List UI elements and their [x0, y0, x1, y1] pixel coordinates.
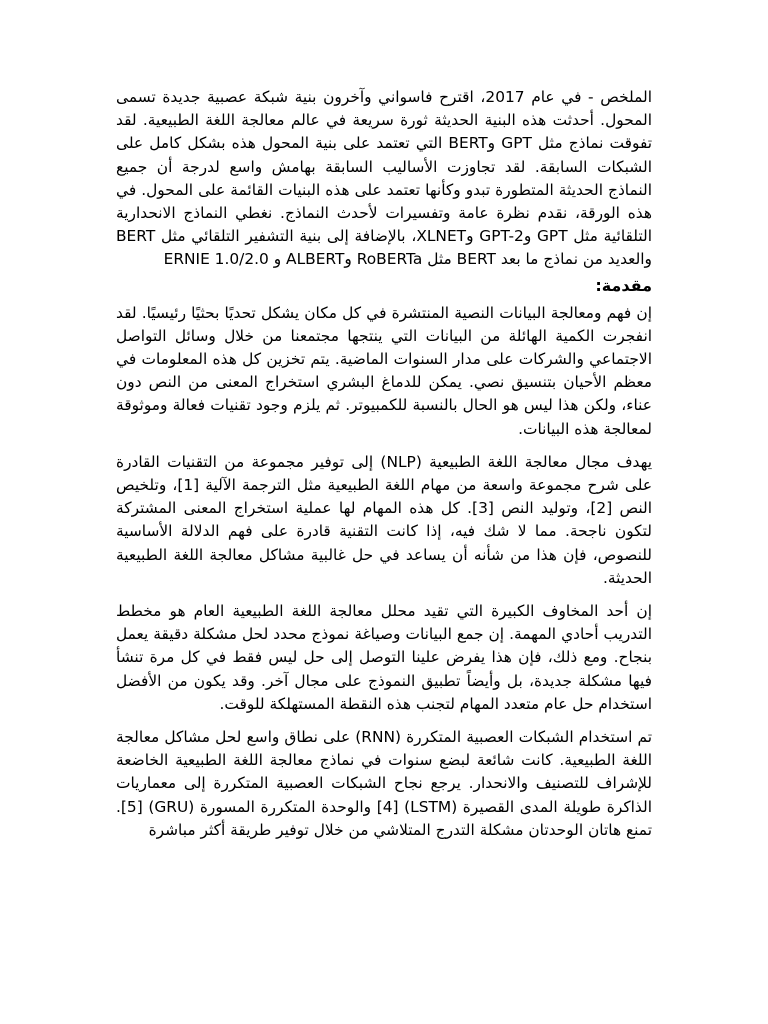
body-paragraph: تم استخدام الشبكات العصبية المتكررة (RNN) على نطاق واسع لحل مشاكل معالجة اللغة الطبيعية. كانت شائعة لبضع سنوات في نماذج معالجة اللغة الطبيعية الخاضعة للإشراف للتصنيف والانحدار. يرجع نجاح الشبكات العصبية المتكررة إلى معماريات الذاكرة طويلة المدى القصيرة (LSTM) [4] والوحدة المتكررة المسورة (GRU) [5]. تمنع هاتان الوحدتان مشكلة التدرج المتلاشي من خلال توفير طريقة أكثر مباشرة: [116, 728, 652, 839]
document-page: [116, 86, 652, 852]
body-paragraph: إن فهم ومعالجة البيانات النصية المنتشرة في كل مكان يشكل تحديًا بحثيًا رئيسيًا. لقد انفجرت الكمية الهائلة من البيانات التي ينتجها مجتمعنا من خلال وسائل التواصل الاجتماعي والشركات على مدار السنوات الماضية. يتم تخزين كل هذه المعلومات في معظم الأحيان بتنسيق نصي. يمكن للدماغ البشري استخراج المعنى من النص دون عناء، ولكن هذا ليس هو الحال بالنسبة للكمبيوتر. ثم يلزم وجود تقنيات فعالة وموثوقة لمعالجة هذه البيانات.: [116, 303, 652, 438]
abstract-paragraph: الملخص - في عام 2017، اقترح فاسواني وآخرون بنية شبكة عصبية جديدة تسمى المحول. أحدثت هذه البنية الحديثة ثورة سريعة في عالم معالجة اللغة الطبيعية. لقد تفوقت نماذج مثل GPT وBERT التي تعتمد على بنية المحول هذه بشكل كامل على الشبكات السابقة. لقد تجاوزت الأساليب السابقة بهامش واسع لدرجة أن جميع النماذج الحديثة المتطورة تبدو وكأنها تعتمد على هذه البنيات القائمة على المحول. في هذه الورقة، نقدم نظرة عامة وتفسيرات لأحدث النماذج. نغطي النماذج الانحدارية التلقائية مثل GPT وGPT-2 وXLNET، بالإضافة إلى بنية التشفير التلقائي مثل BERT والعديد من نماذج ما بعد BERT مثل RoBERTa وALBERT و ERNIE 1.0/2.0: [116, 88, 653, 269]
body-paragraph: يهدف مجال معالجة اللغة الطبيعية (NLP) إلى توفير مجموعة من التقنيات القادرة على شرح مجموعة واسعة من مهام اللغة الطبيعية مثل الترجمة الآلية [1]، وتلخيص النص [2]، وتوليد النص [3]. كل هذه المهام لها عملية استخراج المعنى المشتركة لتكون ناجحة. مما لا شك فيه، إذا كانت التقنية قادرة على فهم الدلالة الأساسية للنصوص، فإن هذا من شأنه أن يساعد في حل غالبية مشاكل معالجة اللغة الطبيعية الحديثة.: [116, 452, 653, 587]
body-paragraph: إن أحد المخاوف الكبيرة التي تقيد محلل معالجة اللغة الطبيعية العام هو مخطط التدريب أحادي المهمة. إن جمع البيانات وصياغة نموذج محدد لحل مشكلة دقيقة يعمل بنجاح. ومع ذلك، فإن هذا يفرض علينا التوصل إلى حل ليس فقط في كل مرة تنشأ فيها مشكلة جديدة، بل وأيضاً تطبيق النموذج على مجال آخر. وقد يكون من الأفضل استخدام حل عام متعدد المهام لتجنب هذه النقطة المستهلكة للوقت.: [116, 602, 652, 713]
introduction-heading: مقدمة:: [595, 275, 652, 295]
